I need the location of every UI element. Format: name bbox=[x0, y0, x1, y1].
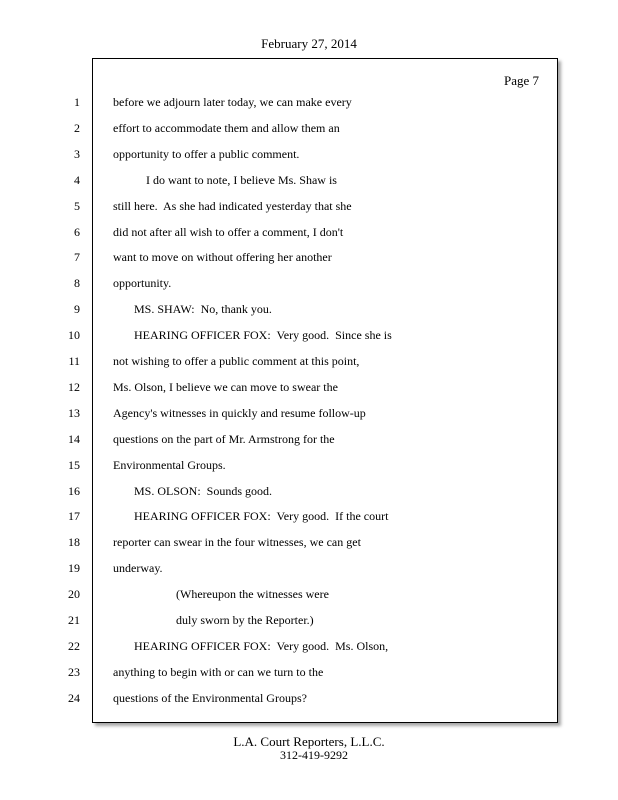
transcript-line: underway. bbox=[113, 561, 163, 575]
line-number: 17 bbox=[68, 509, 80, 523]
line-number: 23 bbox=[68, 665, 80, 679]
transcript-line: effort to accommodate them and allow them an bbox=[113, 121, 340, 135]
line-number: 11 bbox=[68, 354, 80, 368]
footer-company: L.A. Court Reporters, L.L.C. bbox=[233, 734, 385, 749]
transcript-line: did not after all wish to offer a comment, I don't bbox=[113, 225, 344, 239]
transcript-line: not wishing to offer a public comment at this point, bbox=[113, 354, 360, 368]
line-number: 15 bbox=[68, 458, 80, 472]
transcript-line: HEARING OFFICER FOX: Very good. If the court bbox=[113, 509, 389, 523]
transcript-line: duly sworn by the Reporter.) bbox=[113, 613, 314, 627]
transcript-line: opportunity to offer a public comment. bbox=[113, 147, 300, 161]
line-number: 16 bbox=[68, 484, 80, 498]
transcript-line: still here. As she had indicated yesterday that she bbox=[113, 199, 352, 213]
transcript-line: reporter can swear in the four witnesses, we can get bbox=[113, 535, 361, 549]
line-number: 6 bbox=[74, 225, 80, 239]
transcript-line: MS. OLSON: Sounds good. bbox=[113, 484, 273, 498]
transcript-line: before we adjourn later today, we can make every bbox=[113, 95, 352, 109]
transcript-line: questions on the part of Mr. Armstrong for the bbox=[113, 432, 335, 446]
line-number: 2 bbox=[74, 121, 80, 135]
line-number: 10 bbox=[68, 328, 80, 342]
transcript-line: I do want to note, I believe Ms. Shaw is bbox=[113, 173, 337, 187]
transcript-line: want to move on without offering her another bbox=[113, 250, 332, 264]
transcript-line: HEARING OFFICER FOX: Very good. Ms. Olson, bbox=[113, 639, 389, 653]
line-number: 4 bbox=[74, 173, 80, 187]
line-number: 5 bbox=[74, 199, 80, 213]
transcript-line: HEARING OFFICER FOX: Very good. Since she is bbox=[113, 328, 392, 342]
transcript-line: Environmental Groups. bbox=[113, 458, 226, 472]
transcript-line: opportunity. bbox=[113, 276, 172, 290]
transcript-line: questions of the Environmental Groups? bbox=[113, 691, 307, 705]
line-number: 20 bbox=[68, 587, 80, 601]
page-number: Page 7 bbox=[503, 73, 539, 88]
line-number: 18 bbox=[68, 535, 80, 549]
line-number: 1 bbox=[74, 95, 80, 109]
line-number: 14 bbox=[68, 432, 80, 446]
transcript-line: Ms. Olson, I believe we can move to swear the bbox=[113, 380, 338, 394]
header-date: February 27, 2014 bbox=[261, 36, 357, 51]
footer-phone: 312-419-9292 bbox=[280, 748, 348, 762]
transcript-line: MS. SHAW: No, thank you. bbox=[113, 302, 272, 316]
line-number: 3 bbox=[74, 147, 80, 161]
line-number: 8 bbox=[74, 276, 80, 290]
line-number: 12 bbox=[68, 380, 80, 394]
transcript-line: Agency's witnesses in quickly and resume follow-up bbox=[113, 406, 366, 420]
line-number: 19 bbox=[68, 561, 80, 575]
line-number: 13 bbox=[68, 406, 80, 420]
line-number: 7 bbox=[74, 250, 80, 264]
transcript-line: (Whereupon the witnesses were bbox=[113, 587, 329, 601]
transcript-line: anything to begin with or can we turn to the bbox=[113, 665, 324, 679]
line-number: 9 bbox=[74, 302, 80, 316]
line-number: 24 bbox=[68, 691, 80, 705]
line-number: 22 bbox=[68, 639, 80, 653]
line-number: 21 bbox=[68, 613, 80, 627]
